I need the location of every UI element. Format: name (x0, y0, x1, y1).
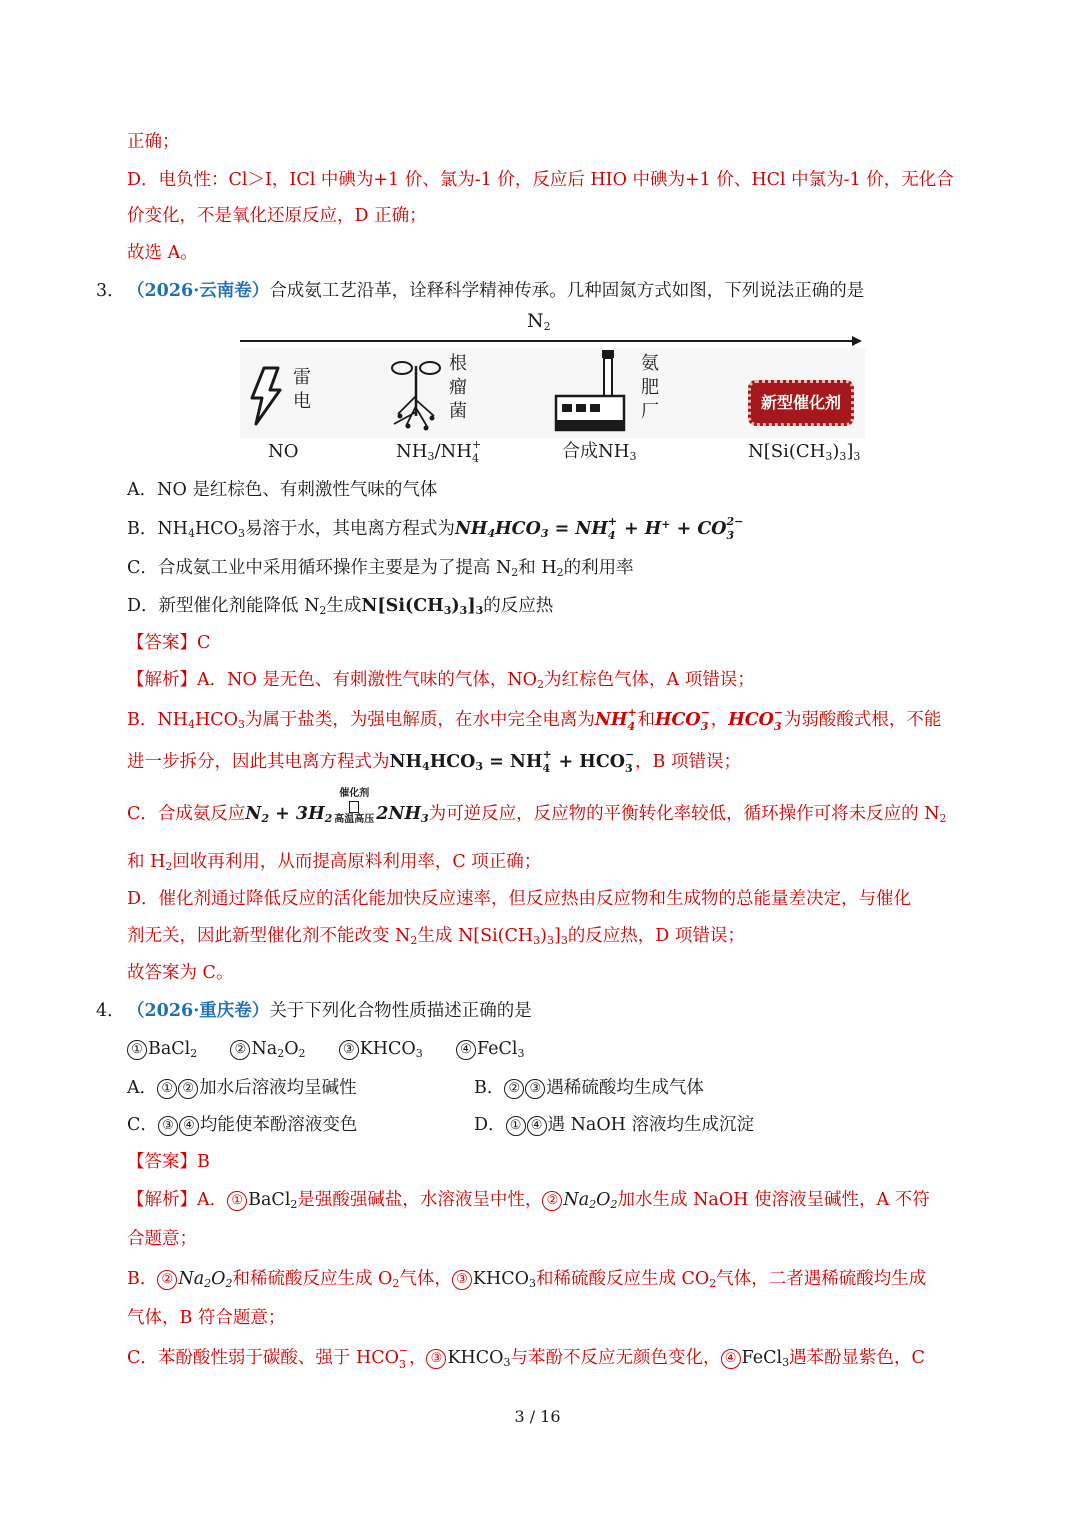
explanation-line: 【解析】A． ① BaCl$_2$是强酸强碱盐，水溶液呈中性， ② $Na_2O_2$加水生成 NaOH 使溶液呈碱性，A 不符 (127, 1190, 930, 1211)
page-number: 3 / 16 (514, 1407, 561, 1426)
explanation-line: C．合成氨反应$N_2 + 3H_2$ 催化剂 高温高压 $2NH_3$为可逆反应，反应物的平衡转化率较低，循环操作可将未反应的 $N_2$ (127, 788, 947, 825)
reaction-arrow: 催化剂 高温高压 (334, 788, 375, 825)
explanation-line: 【解析】A．NO 是无色、有刺激性气味的气体，$NO_2$为红棕色气体，A 项错误； (127, 670, 755, 691)
explanation-line: 剂无关，因此新型催化剂不能改变 $N_2$生成 $N[Si(CH_3)_3]_3$的反应热，D 项错误； (127, 926, 745, 947)
root-nodule-icon (388, 356, 444, 432)
explanation-line: B．$NH_4HCO_3$为属于盐类，为强电解质，在水中完全电离为NH + 4 和HCO − 3 ，HCO − 3 为弱酸酸式根，不能 (127, 706, 942, 733)
option-c: C．合成氨工业中采用循环操作主要是为了提高 $N_2$和 $H_2$的利用率 (127, 558, 634, 579)
arrow (240, 334, 865, 348)
question-source: （2026·重庆卷） (127, 1001, 270, 1021)
answer: 【答案】C (127, 633, 211, 653)
explanation-line: 故答案为 C。 (127, 963, 234, 983)
option-a: A． ① ② 加水后溶液均呈碱性 (127, 1078, 357, 1098)
option-b: B．$NH_4HCO_3$易溶于水，其电离方程式为$NH_4HCO_3$ = NH + 4 + H+ + CO 2− 3 (127, 515, 744, 542)
option-d: D．新型催化剂能降低 $N_2$生成$N[Si(CH_3)_3]_3$的反应热 (127, 596, 554, 617)
option-d: D． ① ④ 遇 NaOH 溶液均生成沉淀 (474, 1115, 755, 1135)
factory-icon (554, 350, 628, 432)
catalyst-badge: 新型催化剂 (748, 380, 854, 426)
arrow-label: $N_2$ (527, 310, 551, 333)
question-source: （2026·云南卷） (127, 281, 270, 301)
explanation-line: 进一步拆分，因此其电离方程式为$NH_4HCO_3$ = NH + 4 + HCO − 3 ，B 项错误； (127, 748, 741, 775)
explanation-line: B． ② $Na_2O_2$和稀硫酸反应生成 $O_2$气体， ③ $KHCO_3$和稀硫酸反应生成 $CO_2$气体，二者遇稀硫酸均生成 (127, 1269, 927, 1290)
item3-text: 氨 肥 厂 (641, 353, 659, 422)
lightning-icon (248, 366, 284, 426)
label-no: NO (268, 441, 299, 462)
label-n-si: $N[Si(CH_3)_3]_3$ (748, 441, 861, 463)
option-b: B． ② ③ 遇稀硫酸均生成气体 (474, 1078, 704, 1098)
label-nh3-nh4: $NH_3/NH$ + 4 (396, 438, 482, 465)
answer: 【答案】B (127, 1152, 210, 1172)
question-number: 3． (96, 281, 125, 301)
question-stem (127, 279, 864, 303)
text-line: 价变化，不是氧化还原反应，D 正确； (127, 206, 427, 226)
stem-text: 合成氨工艺沿革，诠释科学精神传承。几种固氮方式如图，下列说法正确的是 (269, 281, 865, 301)
explanation-line: 气体，B 符合题意； (127, 1308, 286, 1328)
text-line: D．电负性：Cl＞I，ICl 中碘为+1 价、氯为-1 价，反应后 HIO 中碘为+1 价、HCl 中氯为-1 价，无化合 (127, 170, 954, 190)
question-stem (127, 999, 532, 1023)
stem-text: 关于下列化合物性质描述正确的是 (269, 1001, 532, 1021)
item2-text: 根 瘤 菌 (449, 353, 467, 422)
text-line: 正确； (127, 132, 180, 152)
explanation-line: C．苯酚酸性弱于碳酸、强于 HCO − 3 ， ③ $KHCO_3$与苯酚不反应无颜色变化， ④ FeCl$_3$遇苯酚显紫色，C (127, 1344, 925, 1371)
compound-list: ① BaCl$_2$ ② $Na_2O_2$ ③ $KHCO_3$ ④ FeCl$_3$ (127, 1037, 524, 1061)
option-a: A．NO 是红棕色、有刺激性气味的气体 (127, 480, 438, 500)
option-c: C． ③ ④ 均能使苯酚溶液变色 (127, 1115, 358, 1135)
question-number: 4． (96, 1001, 125, 1021)
text-line: 故选 A。 (127, 243, 198, 263)
nitrogen-fixation-figure (240, 310, 865, 470)
explanation-line: 合题意； (127, 1229, 197, 1249)
label-synth-nh3: 合成$NH_3$ (562, 441, 637, 463)
explanation-line: 和 $H_2$回收再利用，从而提高原料利用率，C 项正确； (127, 852, 542, 873)
explanation-line: D．催化剂通过降低反应的活化能加快反应速率，但反应热由反应物和生成物的总能量差决定，与催化 (127, 889, 912, 909)
item1-text: 雷 电 (293, 367, 311, 412)
